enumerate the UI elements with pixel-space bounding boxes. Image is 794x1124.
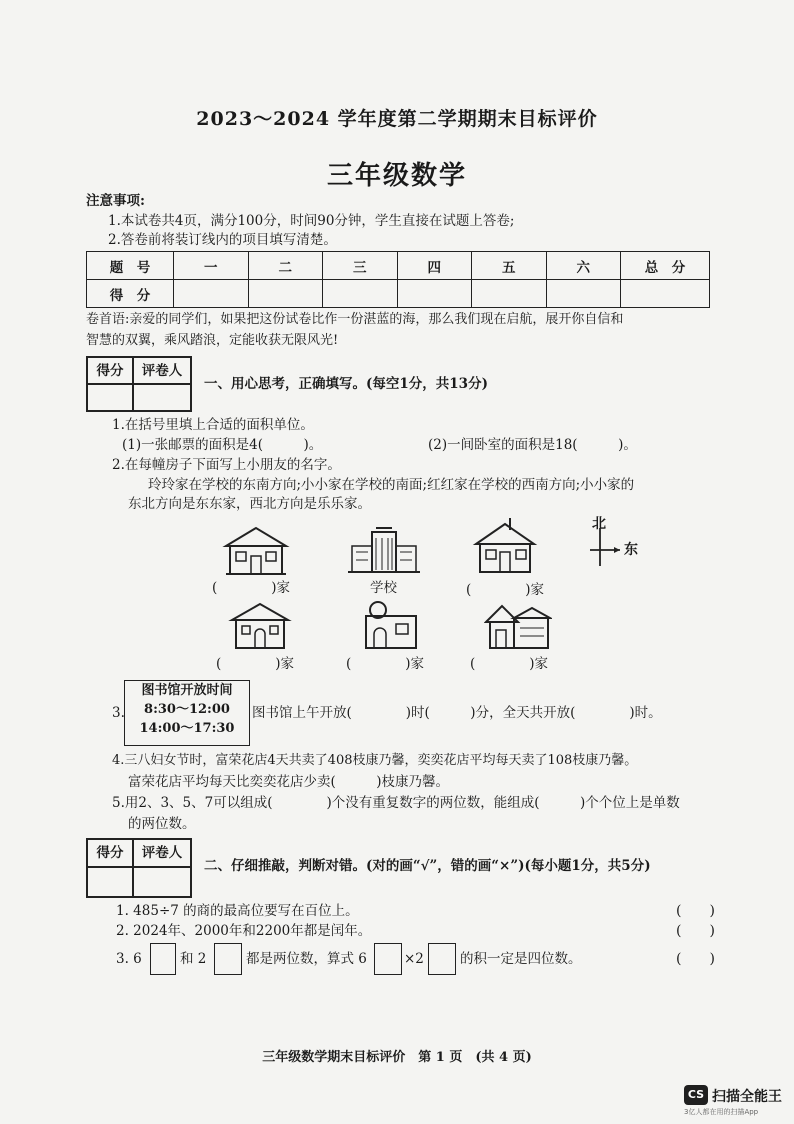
house-label-3: ( )家 [466, 582, 545, 598]
q1-4-line-2: 富荣花店平均每天比奕奕花店少卖( )枝康乃馨。 [128, 774, 450, 790]
q2-3-answer[interactable]: ( ) [676, 951, 715, 967]
notice-item-2: 2.答卷前将装订线内的项目填写清楚。 [108, 232, 337, 248]
house-icon [472, 516, 538, 574]
q2-3-part-3: 都是两位数，算式 6 [246, 951, 367, 967]
q1-1a-text: (1)一张邮票的面积是4( )。 [122, 437, 323, 453]
compass-icon [590, 528, 620, 568]
digit-box[interactable] [150, 943, 176, 975]
score-input-cell[interactable] [323, 280, 398, 308]
house-icon [362, 598, 420, 650]
compass-east-label: 东 [624, 542, 638, 558]
section-1-title: 一、用心思考，正确填写。(每空1分，共13分) [204, 376, 488, 392]
q1-5-line-1: 5.用2、3、5、7可以组成( )个没有重复数字的两位数，能组成( )个个位上是单数 [112, 795, 680, 811]
score-input-cell[interactable] [546, 280, 621, 308]
house-label-6: ( )家 [470, 656, 549, 672]
library-hours-am: 8:30～12:00 [144, 702, 230, 717]
q1-5-line-2: 的两位数。 [128, 816, 196, 832]
exam-title: 2023～2024 学年度第二学期期末目标评价 [196, 108, 598, 130]
compass-north-label: 北 [592, 516, 606, 532]
house-label-5: ( )家 [346, 656, 425, 672]
score-table [86, 251, 710, 308]
house-icon [228, 600, 292, 650]
score-table-cell: 二 [248, 252, 323, 280]
house-label-1: ( )家 [212, 580, 291, 596]
score-input-cell[interactable] [472, 280, 547, 308]
grader-name-label: 评卷人 [133, 839, 191, 867]
library-hours-box [124, 680, 250, 746]
q2-2-text: 2. 2024年、2000年和2200年都是闰年。 [116, 923, 372, 939]
house-icon [484, 600, 552, 650]
grader-score-label: 得分 [87, 839, 133, 867]
preface-line-2: 智慧的双翼，乘风踏浪，定能收获无限风光! [86, 333, 339, 348]
score-table-cell: 总 分 [621, 252, 710, 280]
notice-heading: 注意事项: [86, 193, 145, 209]
digit-box[interactable] [374, 943, 402, 975]
camscanner-tagline: 3亿人都在用的扫描App [684, 1108, 759, 1116]
q2-1-answer[interactable]: ( ) [676, 903, 715, 919]
digit-box[interactable] [428, 943, 456, 975]
school-label: 学校 [370, 580, 397, 596]
score-table-score-row [87, 280, 710, 308]
library-hours-pm: 14:00～17:30 [139, 721, 235, 736]
section-2-title: 二、仔细推敲，判断对错。(对的画“√”，错的画“×”)(每小题1分，共5分) [204, 858, 651, 874]
score-table-cell: 一 [174, 252, 249, 280]
school-icon [346, 524, 422, 576]
q2-3-part-4: ×2 [404, 951, 424, 967]
score-input-cell[interactable] [397, 280, 472, 308]
grader-box-section-1 [86, 356, 192, 412]
preface-line-1: 卷首语:亲爱的同学们，如果把这份试卷比作一份湛蓝的海，那么我们现在启航，展开你自信和 [86, 312, 624, 327]
q2-3-part-2: 和 2 [180, 951, 207, 967]
grader-box-section-2 [86, 838, 192, 898]
q2-3-part-1: 3. 6 [116, 951, 142, 967]
library-hours-title: 图书馆开放时间 [141, 683, 233, 698]
grader-name-label: 评卷人 [133, 357, 191, 384]
q2-3-part-5: 的积一定是四位数。 [460, 951, 582, 967]
subject-title: 三年级数学 [326, 161, 467, 191]
score-input-cell[interactable] [174, 280, 249, 308]
grader-name-input[interactable] [133, 384, 191, 411]
score-input-cell[interactable] [248, 280, 323, 308]
q1-2-desc-1: 玲玲家在学校的东南方向;小小家在学校的南面;红红家在学校的西南方向;小小家的 [148, 477, 635, 493]
score-table-cell: 三 [323, 252, 398, 280]
score-table-cell: 题 号 [87, 252, 174, 280]
score-table-cell: 得 分 [87, 280, 174, 308]
score-table-header-row [87, 252, 710, 280]
q2-2-answer[interactable]: ( ) [676, 923, 715, 939]
grader-name-input[interactable] [133, 867, 191, 897]
camscanner-logo: CS [684, 1085, 708, 1105]
q1-1b-text: (2)一间卧室的面积是18( )。 [428, 437, 637, 453]
q1-2-desc-2: 东北方向是东东家，西北方向是乐乐家。 [128, 496, 371, 512]
score-table-cell: 五 [472, 252, 547, 280]
page-footer: 三年级数学期末目标评价 第 1 页 (共 4 页) [262, 1050, 532, 1065]
q1-3-text: 图书馆上午开放( )时( )分，全天共开放( )时。 [252, 705, 662, 721]
score-input-cell[interactable] [621, 280, 710, 308]
q1-1-text: 1.在括号里填上合适的面积单位。 [112, 417, 314, 433]
camscanner-name: 扫描全能王 [712, 1089, 782, 1105]
q2-1-text: 1. 485÷7 的商的最高位要写在百位上。 [116, 903, 359, 919]
q1-3-number: 3. [112, 705, 125, 721]
score-table-cell: 四 [397, 252, 472, 280]
grader-score-input[interactable] [87, 384, 133, 411]
grader-score-label: 得分 [87, 357, 133, 384]
notice-item-1: 1.本试卷共4页，满分100分，时间90分钟，学生直接在试题上答卷; [108, 213, 515, 229]
score-table-cell: 六 [546, 252, 621, 280]
q1-4-line-1: 4.三八妇女节时，富荣花店4天共卖了408枝康乃馨，奕奕花店平均每天卖了108枝康乃馨。 [112, 753, 638, 768]
digit-box[interactable] [214, 943, 242, 975]
house-label-4: ( )家 [216, 656, 295, 672]
grader-score-input[interactable] [87, 867, 133, 897]
q1-2-text: 2.在每幢房子下面写上小朋友的名字。 [112, 457, 341, 473]
house-icon [222, 524, 290, 576]
